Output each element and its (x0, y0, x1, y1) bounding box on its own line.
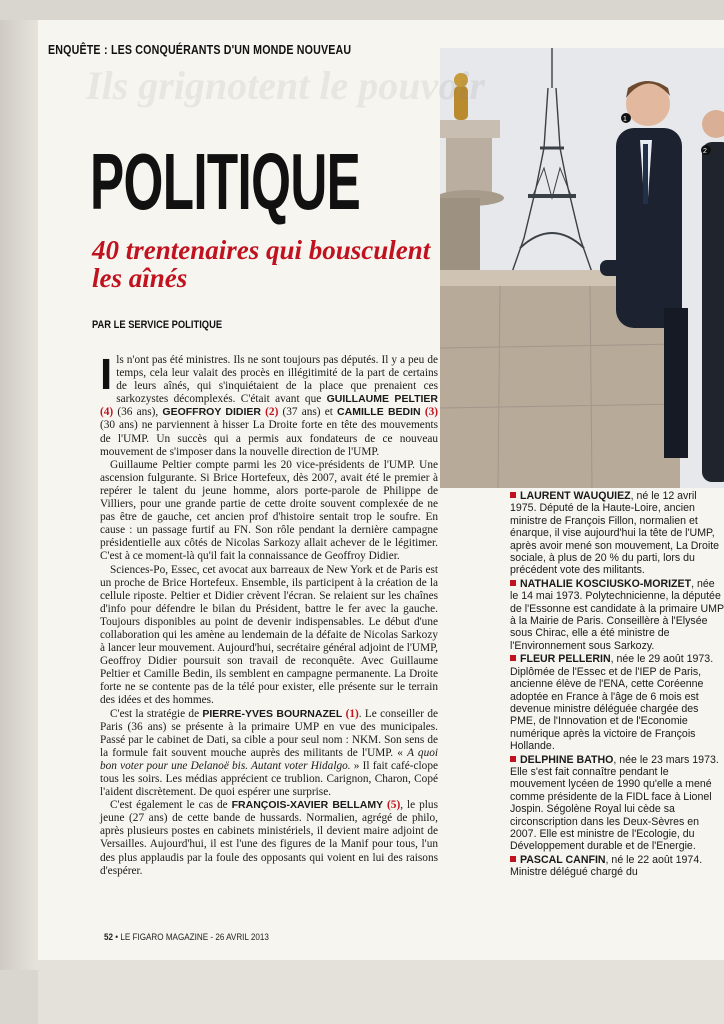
bullet-square-icon (510, 655, 516, 661)
text-run: » Il fait café-clope tous les soirs. Les médias apprécient ce trublion. Carignon, Charon, Copé l'aident discrètement. De quoi espérer une surprise. (100, 759, 438, 799)
issue-date: 26 AVRIL 2013 (215, 932, 269, 942)
text-run: , le plus jeune (27 ans) de cette bande de hussards. Normalien, agrégé de philo, après plusieurs postes en cabinets ministériels, il devient maire adjoint de Versailles. Aujourd'hui, il est l'une des figures de la Manif pour tous, l'un des plus applaudis par la foule des opposants qui voient en lui des raisons d'espérer. (100, 799, 438, 877)
text-run: C'est également le cas de (110, 799, 232, 812)
fountain-top (440, 120, 500, 138)
profile-text: , né le 22 août 1974. Ministre délégué chargé du (510, 853, 703, 879)
section-kicker (48, 42, 351, 57)
fountain-pillar (446, 138, 492, 198)
paragraph-3: Sciences-Po, Essec, cet avocat aux barreaux de New York et de Paris est un proche de Brice Hortefeux. Ensemble, ils participent à la création de la cellule riposte. Peltier et Didier crèvent l'écran. Se relaient sur les chaînes d'info pour défendre le bilan du Président, battre le fer avec la gauche. Toujours disponibles au point de devenir indispensables. Le début d'une collaboration qui les amène au lendemain de la défaite de Nicolas Sarkozy à lancer leur mouvement. Aujourd'hui, secrétaire général adjoint de l'UMP, Geoffroy Didier poursuit son travail de reconquête. Avec Guillaume Peltier et Camille Bedin, ils semblent en campagne permanente. La Droite forte ne se contente pas de la télé pour exister, elle présente sur le terrain des idées et des hommes. (100, 563, 438, 707)
text-run: C'est la stratégie de (110, 707, 203, 720)
kicker-series: LES CONQUÉRANTS D'UN MONDE NOUVEAU (110, 42, 352, 57)
profile-entry (510, 754, 724, 853)
page-gutter-shadow (0, 20, 38, 970)
photo-ref: (1) (345, 707, 359, 720)
scan-background (38, 960, 724, 1024)
photo-marker-2-label: 2 (703, 148, 707, 155)
profile-text: , née le 14 mai 1973. Polytechnicienne, la députée de l'Essonne est candidate à la primaire UMP à la Mairie de Paris. Conseillère à l'Elysée sous Chirac, elle a été ministre de l'Environnement sous Sarkozy. (510, 577, 724, 652)
profile-name: DELPHINE BATHO (520, 753, 614, 766)
bullet-square-icon (510, 756, 516, 762)
page-number: 52 (104, 932, 114, 942)
article-title: POLITIQUE (90, 137, 361, 226)
photo-marker-1-label: 1 (623, 116, 627, 123)
profile-name: LAURENT WAUQUIEZ (520, 490, 631, 502)
person-name: GUILLAUME PELTIER (326, 393, 438, 406)
bullet-square-icon (510, 856, 516, 862)
article-body (100, 350, 439, 878)
profile-entry (510, 490, 724, 577)
article-photo (440, 48, 724, 488)
text-run: . Le conseiller de Paris (36 ans) se présente à la primaire UMP en vue des municipales. Passé par le cabinet de Dati, sa cible a pour seul nom : NKM. Son sens de la formule fait souvent mouche auprès des militants de l'UMP. « (100, 707, 438, 759)
photo-ref: (2) (265, 406, 279, 419)
drop-cap: I (100, 350, 113, 399)
text-run: (30 ans) ne parviennent à hisser La Droite forte en tête des mouvements de l'UMP. Un succès qui a permis aux fondateurs de ce nouveau mouvement de s'imposer dans la nouvelle direction de l'UMP. (100, 419, 438, 458)
profile-name: NATHALIE KOSCIUSKO-MORIZET (520, 577, 692, 590)
bullet-square-icon (510, 492, 516, 498)
person-name: FRANÇOIS-XAVIER BELLAMY (231, 799, 384, 812)
text-run: ls n'ont pas été ministres. Ils ne sont toujours pas députés. Il y a peu de temps, cela leur valait des procès en illégitimité de la part de certains de leurs aînés, qui s'inquiétaient de la place que prenaient ces sarkozystes décomplexés. C'était avant que (116, 354, 438, 406)
profiles-sidebar (510, 490, 724, 880)
text-run: (36 ans), (113, 406, 163, 419)
paragraph-1 (100, 350, 438, 459)
profile-entry (510, 854, 724, 879)
text-run: (37 ans) et (278, 406, 338, 419)
eiffel-tower-photo-illustration (440, 48, 724, 488)
profile-name: FLEUR PELLERIN (520, 653, 611, 666)
article-subtitle: 40 trentenaires qui bousculent les aînés (92, 235, 431, 293)
profile-text: , né le 12 avril 1975. Député de la Haute-Loire, ancien ministre de François Fillon, normalien et énarque, il vise aujourd'hui la tête de l'UMP, après avoir mené son mouvement, La Droite sociale, à plus de 20 % du parti, lors du précédent vote des militants. (510, 490, 720, 577)
person-name: GEOFFROY DIDIER (162, 406, 261, 419)
page-footer: 52 • LE FIGARO MAGAZINE - 26 AVRIL 2013 (104, 932, 269, 942)
paragraph-4 (100, 708, 438, 800)
photo-ref: (3) (424, 406, 438, 419)
byline: PAR LE SERVICE POLITIQUE (92, 319, 223, 331)
person-name: CAMILLE BEDIN (337, 406, 421, 419)
paragraph-5 (100, 799, 438, 878)
kicker-label: ENQUÊTE (48, 42, 101, 57)
photo-ref: (4) (100, 406, 114, 419)
person-name: PIERRE-YVES BOURNAZEL (202, 707, 343, 720)
bullet-square-icon (510, 580, 516, 586)
person-silhouette-2 (702, 110, 724, 482)
magazine-name: LE FIGARO MAGAZINE (120, 932, 209, 942)
kicker-separator: : (103, 42, 108, 57)
profile-entry (510, 653, 724, 752)
quote: A quoi bon voter pour une Delanoë bis. Autant voter Hidalgo. (100, 746, 439, 772)
profile-text: , née le 23 mars 1973. Elle s'est fait connaître pendant le mouvement lycéen de 1990 qu'elle a mené comme présidente de la FIDL face à Lionel Jospin. Ségolène Royal lui cède sa circonscription dans les Deux-Sèvres en 2007. Elle est ministre de l'Ecologie, du Développement durable et de l'Energie. (510, 753, 719, 853)
profile-text: , née le 29 août 1973. Diplômée de l'Essec et de l'IEP de Paris, ancienne élève de l'ENA, cette Coréenne adoptée en France à l'âge de 6 mois est devenue ministre déléguée chargée des PME, de l'Innovation et de l'Economie numérique après la victoire de François Hollande. (510, 653, 714, 753)
next-article-ghost-title: Ils grignotent le pouvoir (86, 63, 485, 108)
profile-entry (510, 578, 724, 652)
photo-ref: (5) (387, 799, 401, 812)
profile-name: PASCAL CANFIN (520, 853, 606, 866)
paragraph-2: Guillaume Peltier compte parmi les 20 vice-présidents de l'UMP. Une ascension fulgurante. Si Brice Hortefeux, dès 2007, avait été le premier à repérer le talent du jeune homme, alors porte-parole de Philippe de Villiers, pour une grande partie de cette droite souvent complexée de ne pas être de gauche, cet ancien prof d'histoire sentait trop le soufre. En cause : un passage furtif au FN. Son rôle pendant la dernière campagne présidentielle aux côtés de Nicolas Sarkozy allait achever de le légitimer. C'est à ce moment-là qu'il fait la connaissance de Geoffroy Didier. (100, 458, 438, 563)
